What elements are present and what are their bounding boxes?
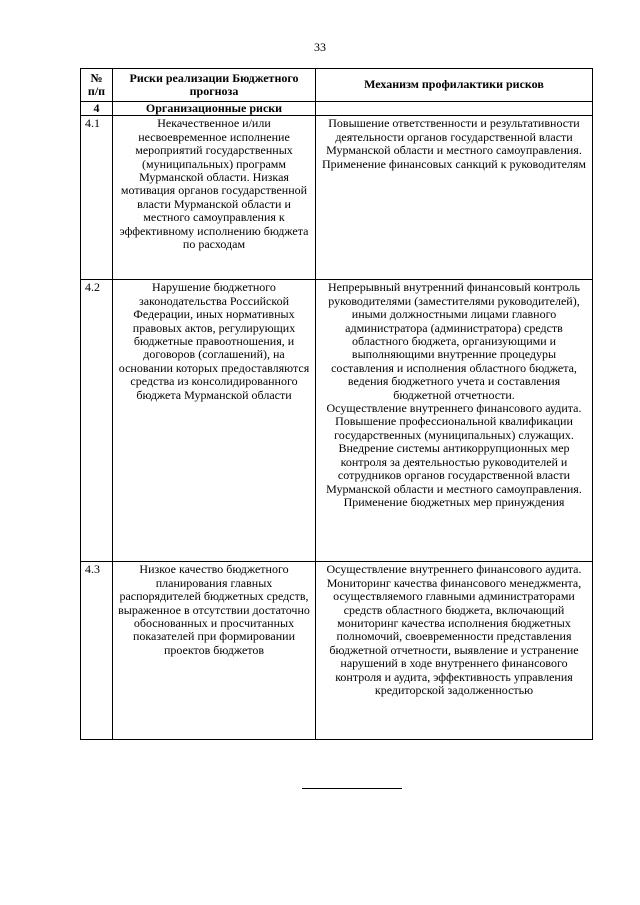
- header-risks: Риски реализации Бюджетного прогноза: [113, 69, 316, 102]
- mechanism-cell: [316, 562, 593, 740]
- table-row: [81, 562, 593, 740]
- row-num: 4.2: [81, 280, 113, 562]
- mechanism-paragraph: Повышение профессиональной квалификации государственных (муниципальных) служащих.: [334, 414, 574, 442]
- section-row: [81, 102, 593, 116]
- risk-table: [80, 68, 593, 740]
- table-row: [81, 280, 593, 562]
- risk-cell: Некачественное и/или несвоевременное исполнение мероприятий государственных (муниципальных) программ Мурманской области. Низкая мотивация органов государственной власти Мурманской области и местного самоуправления к эффективному исполнению бюджета по расходам: [113, 116, 316, 280]
- mechanism-paragraph: Мониторинг качества финансового менеджмента, осуществляемого главными администраторами средств областного бюджета, включающий мониторинг качества исполнения бюджетных полномочий, своевременности представления бюджетной отчетности, выявление и устранение нарушений в ходе внутреннего финансового контроля и аудита, эффективность управления кредиторской задолженностью: [326, 575, 582, 698]
- section-num: 4: [81, 102, 113, 116]
- risk-cell: Нарушение бюджетного законодательства Российской Федерации, иных нормативных правовых актов, регулирующих бюджетные правоотношения, и договоров (соглашений), на основании которых предоставляются средства из консолидированного бюджета Мурманской области: [113, 280, 316, 562]
- mechanism-paragraph: Осуществление внутреннего финансового аудита.: [326, 562, 582, 577]
- table-row: [81, 116, 593, 280]
- risk-cell: Низкое качество бюджетного планирования главных распорядителей бюджетных средств, выраженное в отсутствии достаточно обоснованных и просчитанных показателей при формировании проектов бюджетов: [113, 562, 316, 740]
- section-title: Организационные риски: [113, 102, 316, 116]
- mechanism-paragraph: Внедрение системы антикоррупционных мер контроля за деятельностью руководителей и сотрудников органов государственной власти Мурманской области и местного самоуправления. Применение бюджетных мер принуждения: [326, 441, 582, 509]
- table-header-row: [81, 69, 593, 102]
- section-empty-cell: [316, 102, 593, 116]
- mechanism-paragraph: Непрерывный внутренний финансовый контроль руководителями (заместителями руководителей), иными должностными лицами главного администратора (администратора) средств областного бюджета, организующими и выполняющими внутренние процедуры составления и исполнения областного бюджета, ведения бюджетного учета и составления бюджетной отчетности.: [327, 280, 581, 402]
- page-number: 33: [314, 40, 326, 54]
- mechanism-cell: [316, 280, 593, 562]
- mechanism-paragraph: Осуществление внутреннего финансового аудита.: [326, 401, 582, 416]
- row-num: 4.1: [81, 116, 113, 280]
- header-num: № п/п: [81, 69, 113, 102]
- row-num: 4.3: [81, 562, 113, 740]
- mechanism-cell: Повышение ответственности и результативности деятельности органов государственной власти Мурманской области и местного самоуправления. Применение финансовых санкций к руководителям: [316, 116, 593, 280]
- footer-rule: [302, 788, 402, 789]
- header-mechanism: Механизм профилактики рисков: [316, 69, 593, 102]
